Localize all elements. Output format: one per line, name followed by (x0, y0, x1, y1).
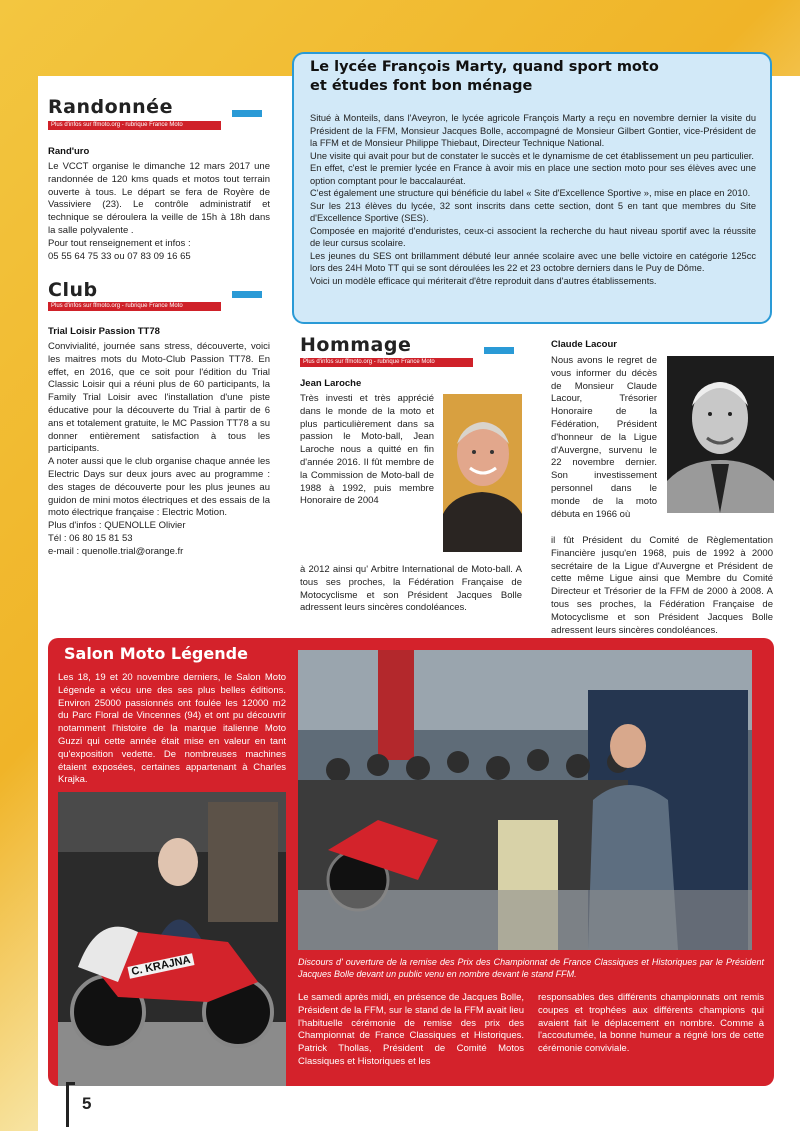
randonnee-blue-marker (232, 110, 262, 117)
hommage-info-bar: Plus d'infos sur ffmoto.org - rubrique France Moto (300, 358, 473, 367)
lycee-paragraph: Les jeunes du SES ont brillamment débuté leur année scolaire avec une belle victoire en catégorie 125cc lors des 24H Moto TT qui se sont déroulées les 22 et 23 octobre derniers dans le Puy de Dôme. (310, 250, 756, 273)
randonnee-subtitle: Rand'uro (48, 146, 90, 157)
page-number-bracket (66, 1082, 75, 1127)
lycee-paragraph: En effet, c'est le premier lycée en France à avoir mis en place une section moto pour ses élèves avec une option comptant pour le baccalauréat. (310, 163, 756, 186)
randonnee-paragraph: Le VCCT organise le dimanche 12 mars 2017 une randonnée de 120 kms quads et motos tout terrain ouverte à tous. Le départ se fera de Royère de Vassiviere (23). Le contrôle administratif et technique se déroulera la veille de 15h à 18h dans la salle polyvalente . (48, 161, 270, 236)
salon-article-box (48, 638, 774, 1086)
laroche-text-wide: à 2012 ainsi qu' Arbitre International de Moto-ball. A tous ses proches, la Fédération Française de Motocyclisme et son Président Jacques Bolle adressent leurs sincères condoléances. (300, 564, 522, 614)
randonnee-paragraph: Pour tout renseignement et infos : (48, 237, 191, 249)
salon-photo-caption: Discours d' ouverture de la remise des Prix des Championnat de France Classiques et Historiques par le Président Jacques Bolle devant un public venu en nombre devant le stand FFM. (298, 957, 764, 979)
lycee-paragraph: Situé à Monteils, dans l'Aveyron, le lycée agricole François Marty a reçu en novembre dernier la visite du Président de la FFM, Monsieur Jacques Bolle, accompagné de Monsieur Gilbert Gontier, vice-Président de la FFM et de Monsieur Philippe Thiebaut, Directeur Technique National. (310, 113, 756, 148)
salon-title: Salon Moto Légende (64, 644, 248, 663)
lycee-paragraph: Sur les 213 élèves du lycée, 32 sont inscrits dans cette section, dont 5 en tant que membres du Site d'Excellence Sportive (SES). (310, 200, 756, 223)
salon-motorcycle-photo (58, 792, 286, 1086)
salon-ceremony-photo (298, 650, 752, 950)
club-info-bar: Plus d'infos sur ffmoto.org - rubrique France Moto (48, 302, 221, 311)
club-title: Club (48, 279, 98, 301)
lycee-paragraph: Une visite qui avait pour but de constater le succès et le dynamisme de cet établissement un peu particulier. (310, 150, 754, 161)
salon-text-col2: responsables des différents championnats ont remis coupes et trophées aux différents champions qui avaient fait le déplacement en nombre. Comme à l'accoutumée, la bonne humeur a régné lors de cette cérémonie conviviale. (538, 992, 764, 1055)
club-contact: Plus d'infos : QUENOLLE Olivier (48, 520, 186, 532)
club-paragraph: Convivialité, journée sans stress, découverte, voici les maitres mots du Moto-Club Passion TT78. En effet, en 2016, que ce soit pour l'édition du Trial Classic Loisir qui a réuni plus de 60 participants, la Family Trial Loisir avec l'installation d'une piste éducative pour la découverte du Trial à partir de 6 ans et totalement gratuite, le MC Passion TT78 a su donner entièrement satisfaction à tous les participants. (48, 341, 270, 455)
randonnee-info-bar: Plus d'infos sur ffmoto.org - rubrique France Moto (48, 121, 221, 130)
lycee-paragraph: C'est également une structure qui bénéficie du label « Site d'Excellence Sportive », mise en place en 2010. (310, 188, 751, 198)
lacour-name: Claude Lacour (551, 339, 617, 350)
randonnee-body (48, 161, 270, 263)
hommage-blue-marker (484, 347, 514, 354)
lycee-body (310, 112, 756, 287)
lycee-title (310, 58, 659, 96)
hommage-title: Hommage (300, 334, 412, 356)
laroche-name: Jean Laroche (300, 378, 362, 389)
lycee-paragraph: Composée en majorité d'enduristes, ceux-ci associent la recherche du haut niveau sportif avec la réussite de leur cursus scolaire. (310, 225, 756, 248)
lycee-article-box (292, 52, 772, 324)
laroche-text-narrow: Très investi et très apprécié dans le monde de la moto et plus particulièrement dans sa passion le Moto-ball, Jean Laroche nous a quitté en fin d'année 2016. Il fût membre de la Commission de Moto-ball de 1988 à 1992, puis membre Honoraire de 2004 (300, 393, 434, 507)
lycee-title-line: Le lycée François Marty, quand sport moto (310, 59, 659, 75)
club-blue-marker (232, 291, 262, 298)
lycee-title-line: et études font bon ménage (310, 78, 533, 94)
lacour-text-narrow: Nous avons le regret de vous informer du décès de Monsieur Claude Lacour, Trésorier Honoraire de la Fédération, Président d'honneur de la Ligue d'Auvergne, survenu le 22 novembre dernier. Son investissement personnel dans le monde de la moto débuta en 1966 où (551, 355, 657, 520)
club-paragraph: A noter aussi que le club organise chaque année les Electric Days sur deux jours avec au programme : des stages de découverte pour les plus jeunes au guidon de mini motos électriques et des essais de la moto électrique française : Electric Motion. (48, 456, 270, 519)
salon-intro: Les 18, 19 et 20 novembre derniers, le Salon Moto Légende a vécu une des ses plus belles éditions. Environ 25000 passionnés ont foulée les 12000 m2 du Parc Floral de Vincennes (94) et ont pu découvrir notamment l'histoire de la marque italienne Moto Guzzi qui cette année était mise en valeur en tant qu'exposition vedette. De nombreuses machines étaient exposées, certaines appartenant à Charles Krajka. (58, 672, 286, 786)
club-phone: Tél : 06 80 15 81 53 (48, 532, 133, 544)
salon-text-col1: Le samedi après midi, en présence de Jacques Bolle, Président de la FFM, sur le stand de la FFM avait lieu l'habituelle cérémonie de remise des prix des Championnat de France Classiques et Historiques. Patrick Thollas, Président de Comité Motos Classiques et Historiques et les (298, 992, 524, 1067)
bike-plate-label: C. KRAJNA (127, 953, 194, 978)
lacour-text-wide: il fût Président du Comité de Règlementation Financière jusqu'en 1968, puis de 1992 à 2000 secrétaire de la Ligue d'Auvergne et Président de cette même Ligue ainsi que Membre du Comité Directeur et Trésorier de la FFM de 2000 à 2008. A tous ses proches, la Fédération Française de Motocyclisme et son Président Jacques Bolle adressent leurs sincères condoléances. (551, 535, 773, 636)
randonnee-title: Randonnée (48, 96, 173, 118)
page-number: 5 (82, 1094, 92, 1113)
jean-laroche-photo (443, 394, 522, 552)
club-email: e-mail : quenolle.trial@orange.fr (48, 545, 184, 557)
club-body (48, 341, 270, 559)
randonnee-phone: 05 55 64 75 33 ou 07 83 09 16 65 (48, 250, 191, 262)
club-subtitle: Trial Loisir Passion TT78 (48, 326, 160, 337)
lycee-paragraph: Voici un modèle efficace qui mériterait d'être reproduit dans d'autres établissements. (310, 275, 657, 286)
claude-lacour-photo (667, 356, 774, 513)
